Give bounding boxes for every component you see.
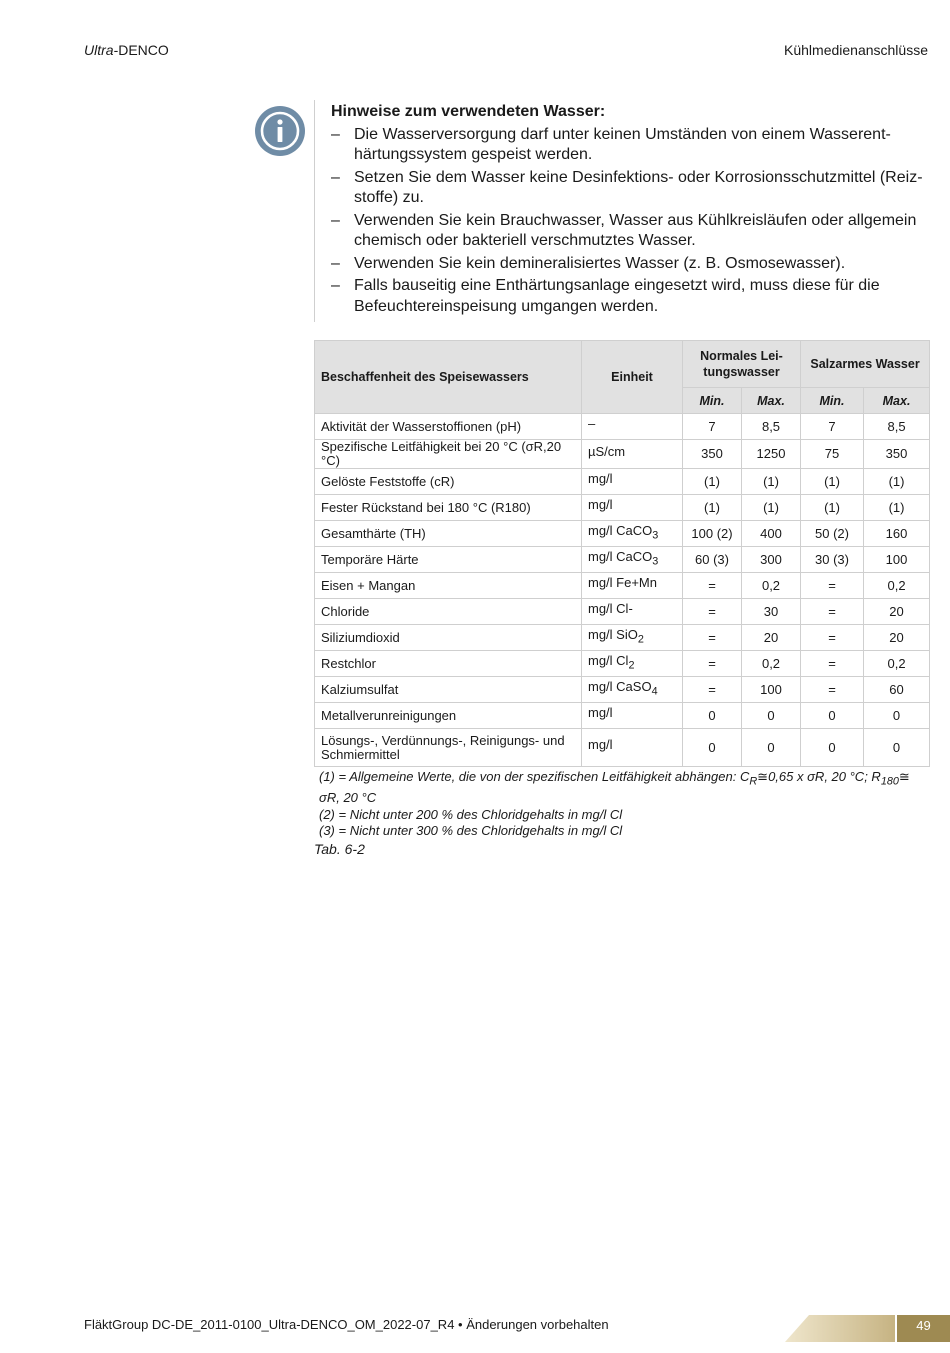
cell-low-salt-min: = [801,677,864,703]
note-item-text: Die Wasserversorgung darf unter keinen Umständen von einem Wasserenthärtungssystem gespeist werden. [354,125,891,163]
cell-normal-max: (1) [742,495,801,521]
cell-low-salt-min: 75 [801,440,864,469]
cell-low-salt-max: 60 [864,677,930,703]
header-brand-italic: Ultra [84,42,114,58]
cell-low-salt-max: 160 [864,521,930,547]
cell-normal-min: 350 [683,440,742,469]
note-item-text: Falls bauseitig eine Enthärtungsanlage eingesetzt wird, muss diese für die Befeuchtereinspeisung umgangen werden. [354,277,880,315]
cell-normal-max: 20 [742,625,801,651]
cell-normal-min: 0 [683,729,742,767]
cell-property: Metallverunreinigungen [315,703,582,729]
cell-property: Temporäre Härte [315,547,582,573]
footnote-3: (3) = Nicht unter 300 % des Chloridgehalts in mg/l Cl [319,823,623,839]
cell-property: Siliziumdioxid [315,625,582,651]
note-item-text: Verwenden Sie kein Brauchwasser, Wasser aus Kühlkreisläufen oder allgemein chemisch oder bakteriell verschmutztes Wasser. [354,211,917,249]
header-low-salt-min: Min. [801,388,864,414]
cell-low-salt-max: 8,5 [864,414,930,440]
cell-property: Chloride [315,599,582,625]
cell-property: Fester Rückstand bei 180 °C (R180) [315,495,582,521]
cell-property: Lösungs-, Verdünnungs-, Reinigungs- und Schmiermittel [315,729,582,767]
cell-normal-max: 0 [742,703,801,729]
footnote-2: (2) = Nicht unter 200 % des Chloridgehalts in mg/l Cl [319,806,623,822]
cell-normal-min: (1) [683,495,742,521]
header-property: Beschaffenheit des Speisewassers [315,341,582,414]
table-row [315,677,930,703]
table-header-row [315,341,930,388]
cell-normal-max: 1250 [742,440,801,469]
cell-normal-max: 100 [742,677,801,703]
table-row [315,547,930,573]
cell-low-salt-max: 350 [864,440,930,469]
cell-low-salt-max: 0,2 [864,651,930,677]
cell-unit: mg/l CaCO$_3$ [582,521,683,547]
header-brand [84,42,169,58]
cell-unit: – [582,414,683,440]
header-normal-min: Min. [683,388,742,414]
table-row [315,703,930,729]
cell-normal-max: (1) [742,469,801,495]
cell-low-salt-min: 0 [801,703,864,729]
footer-text: FläktGroup DC-DE_2011-0100_Ultra-DENCO_OM_2022-07_R4 • Änderungen vorbehalten [84,1317,609,1332]
cell-normal-min: = [683,651,742,677]
cell-low-salt-min: (1) [801,469,864,495]
cell-unit: mg/l $Cl_2$ [582,651,683,677]
table-row [315,651,930,677]
water-quality-table [314,340,930,767]
cell-low-salt-min: = [801,651,864,677]
cell-low-salt-max: 0 [864,729,930,767]
cell-low-salt-min: = [801,625,864,651]
cell-low-salt-min: 7 [801,414,864,440]
cell-property: Gelöste Feststoffe (cR) [315,469,582,495]
cell-low-salt-max: 20 [864,599,930,625]
cell-normal-min: (1) [683,469,742,495]
cell-unit: mg/l [582,495,683,521]
cell-normal-min: 60 (3) [683,547,742,573]
cell-unit: mg/l [582,703,683,729]
header-brand-rest: -DENCO [113,42,169,58]
note-item: – Setzen Sie dem Wasser keine Desinfektions- oder Korrosionsschutzmittel (Reizstoffe) zu. [331,168,923,206]
cell-low-salt-min: = [801,599,864,625]
table-caption: Tab. 6-2 [314,841,365,857]
note-item: – Verwenden Sie kein demineralisiertes Wasser (z. B. Osmosewasser). [331,254,846,272]
cell-low-salt-max: 0,2 [864,573,930,599]
table-row [315,573,930,599]
cell-unit: mg/l CaCO$_3$ [582,547,683,573]
cell-low-salt-min: (1) [801,495,864,521]
cell-property: Spezifische Leitfähigkeit bei 20 °C (σR,20 °C) [315,440,582,469]
cell-unit: mg/l SiO$_2$ [582,625,683,651]
table-footnotes [319,769,927,840]
table-row [315,625,930,651]
cell-low-salt-min: 50 (2) [801,521,864,547]
cell-property: Gesamthärte (TH) [315,521,582,547]
table-row [315,440,930,469]
cell-low-salt-max: 100 [864,547,930,573]
cell-low-salt-max: 20 [864,625,930,651]
note-list [331,125,929,318]
note-item: – Die Wasserversorgung darf unter keinen Umständen von einem Wasserenthärtungssystem gespeist werden. [331,125,891,163]
cell-unit: µS/cm [582,440,683,469]
table-row [315,599,930,625]
cell-normal-max: 400 [742,521,801,547]
note-item-text: Verwenden Sie kein demineralisiertes Wasser (z. B. Osmosewasser). [354,254,846,272]
cell-normal-max: 30 [742,599,801,625]
cell-unit: mg/l Cl- [582,599,683,625]
cell-normal-max: 0,2 [742,573,801,599]
cell-unit: mg/l CaSO$_4$ [582,677,683,703]
header-section-title: Kühlmedienanschlüsse [784,42,928,58]
table-row [315,495,930,521]
cell-normal-min: = [683,677,742,703]
cell-low-salt-max: (1) [864,469,930,495]
header-unit: Einheit [582,341,683,414]
note-title: Hinweise zum verwendeten Wasser: [331,103,606,120]
note-item-text: Setzen Sie dem Wasser keine Desinfektions- oder Korrosionsschutzmittel (Reizstoffe) zu. [354,168,923,206]
table-row [315,414,930,440]
cell-normal-max: 0,2 [742,651,801,677]
table-row [315,729,930,767]
cell-low-salt-min: = [801,573,864,599]
cell-low-salt-min: 0 [801,729,864,767]
cell-unit: mg/l [582,469,683,495]
page-number: 49 [916,1318,931,1333]
header-normal-max: Max. [742,388,801,414]
table-row [315,521,930,547]
cell-property: Kalziumsulfat [315,677,582,703]
cell-normal-max: 300 [742,547,801,573]
cell-unit: mg/l [582,729,683,767]
info-icon [255,106,305,156]
cell-normal-min: 100 (2) [683,521,742,547]
table-row [315,469,930,495]
water-note [331,102,929,319]
cell-normal-min: = [683,625,742,651]
cell-normal-max: 8,5 [742,414,801,440]
header-low-salt-max: Max. [864,388,930,414]
cell-property: Aktivität der Wasserstoffionen (pH) [315,414,582,440]
note-item: – Verwenden Sie kein Brauchwasser, Wasser aus Kühlkreisläufen oder allgemein chemisch oder bakteriell verschmutztes Wasser. [331,211,917,249]
cell-property: Eisen + Mangan [315,573,582,599]
note-item: – Falls bauseitig eine Enthärtungsanlage eingesetzt wird, muss diese für die Befeuchtereinspeisung umgangen werden. [331,277,880,315]
cell-normal-max: 0 [742,729,801,767]
note-divider [314,100,315,322]
cell-low-salt-min: 30 (3) [801,547,864,573]
footnote-1: (1) = Allgemeine Werte, die von der spezifischen Leitfähigkeit abhängen: $C_R≅0,65$ x σR, 20 °C; $R_{180}≅$ σR, 20 °C [319,769,910,806]
cell-unit: mg/l Fe+Mn [582,573,683,599]
cell-normal-min: = [683,573,742,599]
header-low-salt-water: Salzarmes Wasser [801,341,930,388]
cell-normal-min: 7 [683,414,742,440]
cell-low-salt-max: 0 [864,703,930,729]
table-body [315,414,930,767]
cell-property: Restchlor [315,651,582,677]
cell-normal-min: 0 [683,703,742,729]
cell-normal-min: = [683,599,742,625]
cell-low-salt-max: (1) [864,495,930,521]
header-normal-water: Normales Leitungswasser [683,341,801,388]
